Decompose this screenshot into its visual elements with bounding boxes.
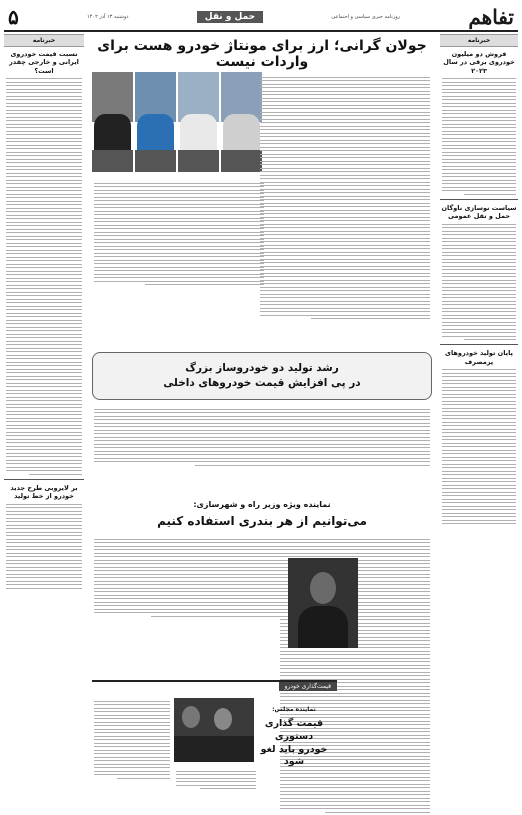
car-photo <box>178 72 219 172</box>
left-story-text <box>4 504 84 589</box>
right-story-text <box>440 224 518 341</box>
bottom-story-kicker: نماینده مجلس: <box>272 706 316 713</box>
interview-headline: می‌توانیم از هر بندری استفاده کنیم <box>157 514 367 528</box>
secondary-headline-line1: رشد تولید دو خودروساز بزرگ <box>185 361 339 374</box>
right-story-title: سیاست نوسازی ناوگان حمل و نقل عمومی <box>441 203 517 221</box>
right-story-text <box>440 78 518 195</box>
left-story-text <box>4 78 84 475</box>
masthead <box>4 4 518 32</box>
bottom-story <box>92 680 337 796</box>
right-story-title: پایان تولید خودروهای پرمصرف <box>445 349 513 366</box>
secondary-story-text <box>92 406 432 468</box>
bottom-story-headline: قیمت گذاری دستوری خودرو باید لغو شود <box>260 718 328 768</box>
car-photo <box>135 72 176 172</box>
left-story-title: بر لایروبی طرح جدید خودرو از خط تولید <box>10 483 78 501</box>
secondary-headline-line2: در پی افزایش قیمت خودروهای داخلی <box>163 377 361 389</box>
bottom-story-tag: قیمت‌گذاری خودرو <box>279 682 338 691</box>
newspaper-logo: تفاهم <box>468 5 514 29</box>
lead-story-text <box>92 180 266 288</box>
official-portrait-photo <box>288 558 358 648</box>
interview-story-text <box>92 536 286 619</box>
lead-headline: جولان گرانی؛ ارز برای مونتاژ خودرو هست برای واردات نیست <box>97 38 427 70</box>
right-story-text <box>440 369 518 524</box>
lead-story-text <box>258 74 432 322</box>
right-column-header: خبرنامه <box>440 34 518 47</box>
parliament-photo <box>174 698 254 762</box>
divider <box>440 199 518 200</box>
bottom-story-text <box>92 698 172 781</box>
issue-date: دوشنبه ۱۳ آذر ۱۴۰۲ <box>87 14 129 20</box>
divider <box>4 479 84 480</box>
car-photo-strip <box>92 72 262 172</box>
right-story-title: فروش دو میلیون خودروی برقی در سال ۲۰۲۳ <box>443 50 515 75</box>
right-news-column <box>440 34 518 794</box>
bottom-story-text <box>174 768 258 792</box>
page-number: ۵ <box>8 5 19 29</box>
car-photo <box>221 72 262 172</box>
secondary-headline-box <box>92 352 432 400</box>
interview-kicker: نماینده ویژه وزیر راه و شهرسازی: <box>193 500 331 509</box>
car-photo <box>92 72 133 172</box>
left-story-title: نسبت قیمت خودروی ایرانی و خارجی چقدر است؟ <box>9 50 79 75</box>
masthead-tagline: روزنامه خبری سیاسی و اجتماعی <box>331 14 401 20</box>
left-news-column <box>4 34 84 794</box>
main-content <box>88 34 436 794</box>
divider <box>440 344 518 345</box>
section-label: حمل و نقل <box>197 11 263 23</box>
left-column-header: خبرنامه <box>4 34 84 47</box>
